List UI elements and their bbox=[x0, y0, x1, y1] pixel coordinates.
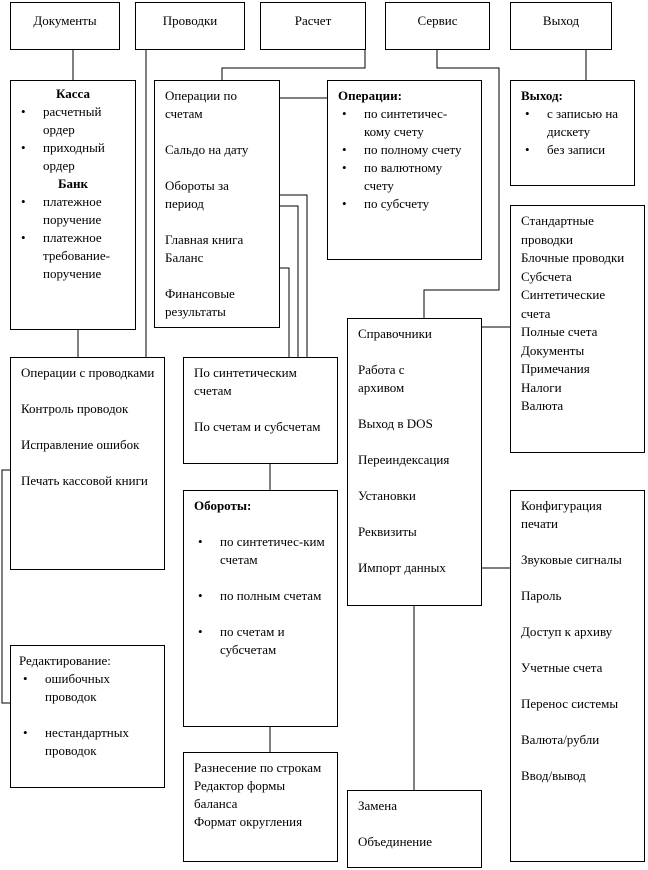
replace-item: Объединение bbox=[358, 834, 432, 849]
calc-item: Операции по счетам bbox=[165, 88, 237, 121]
menu-documents-label: Документы bbox=[33, 13, 97, 28]
kassa-item: • приходный ордер bbox=[17, 139, 129, 175]
bank-item: • платежное поручение bbox=[17, 193, 129, 229]
kassa-item: • расчетный ордер bbox=[17, 103, 129, 139]
operations-item: • по валютному счету bbox=[338, 159, 473, 195]
service-item: Установки bbox=[358, 488, 416, 503]
menu-exit-label: Выход bbox=[542, 13, 580, 28]
menu-postings[interactable] bbox=[135, 2, 245, 50]
calc-item: Главная книга Баланс bbox=[165, 232, 244, 265]
menu-exit[interactable] bbox=[510, 2, 612, 50]
config-item: Пароль bbox=[521, 588, 562, 603]
exit-item: • без записи bbox=[521, 141, 626, 159]
calc-item: Сальдо на дату bbox=[165, 142, 249, 157]
menu-postings-label: Проводки bbox=[162, 13, 218, 28]
postings-item: Исправление ошибок bbox=[21, 437, 140, 452]
ref-box bbox=[510, 205, 645, 453]
ref-item: Налоги bbox=[521, 379, 562, 395]
synth-item: По синтетическим счетам bbox=[194, 365, 297, 398]
config-item: Доступ к архиву bbox=[521, 624, 613, 639]
turnover-item: • по синтетичес-ким счетам bbox=[194, 533, 329, 569]
operations-item: • по полному счету bbox=[338, 141, 473, 159]
ref-item: Синтетические счета bbox=[521, 287, 606, 321]
menu-service-label: Сервис bbox=[417, 13, 458, 28]
kassa-title: Касса bbox=[56, 86, 90, 101]
menu-calc-label: Расчет bbox=[294, 13, 332, 28]
operations-item: • по синтетичес-кому счету bbox=[338, 105, 473, 141]
turnover-title: Обороты: bbox=[194, 498, 252, 513]
postings-item: Операции с проводками bbox=[21, 365, 155, 380]
ref-item: Валюта bbox=[521, 398, 564, 413]
replace-item: Замена bbox=[358, 798, 398, 813]
ref-item: Стандартные проводки bbox=[521, 213, 594, 247]
menu-documents[interactable] bbox=[10, 2, 120, 50]
operations-box bbox=[327, 80, 482, 260]
operations-title: Операции: bbox=[338, 88, 402, 103]
edit-item: • нестандартных проводок bbox=[19, 724, 156, 760]
config-item: Перенос системы bbox=[521, 696, 619, 711]
menu-service[interactable] bbox=[385, 2, 490, 50]
ref-item: Документы bbox=[521, 342, 585, 358]
config-item: Звуковые сигналы bbox=[521, 552, 622, 567]
service-item: Переиндексация bbox=[358, 452, 450, 467]
service-item: Реквизиты bbox=[358, 524, 417, 539]
synth-item: По счетам и субсчетам bbox=[194, 419, 321, 434]
balance-box bbox=[183, 752, 338, 862]
exit-title: Выход: bbox=[521, 88, 563, 103]
postings-item: Печать кассовой книги bbox=[21, 473, 148, 488]
bank-item: • платежное требование-поручение bbox=[17, 229, 129, 283]
config-item: Ввод/вывод bbox=[521, 768, 586, 783]
edit-title: Редактирование: bbox=[19, 653, 111, 668]
service-item: Выход в DOS bbox=[358, 416, 433, 431]
turnover-item: • по счетам и субсчетам bbox=[194, 623, 329, 659]
config-item: Учетные счета bbox=[521, 660, 603, 675]
balance-item: Разнесение по строкам bbox=[194, 760, 322, 775]
ref-item: Субсчета bbox=[521, 268, 572, 284]
edit-item: • ошибочных проводок bbox=[19, 670, 156, 706]
config-item: Конфигурация печати bbox=[521, 498, 602, 531]
edit-box bbox=[10, 645, 165, 788]
postings-item: Контроль проводок bbox=[21, 401, 129, 416]
ref-item: Полные счета bbox=[521, 324, 598, 339]
postings-box bbox=[10, 357, 165, 570]
service-box bbox=[347, 318, 482, 606]
config-box bbox=[510, 490, 645, 862]
config-item: Валюта/рубли bbox=[521, 732, 600, 747]
service-item: Импорт данных bbox=[358, 560, 446, 575]
replace-box bbox=[347, 790, 482, 868]
calc-item: Обороты за период bbox=[165, 178, 229, 211]
service-item: Справочники bbox=[358, 326, 432, 341]
turnover-item: • по полным счетам bbox=[194, 587, 329, 605]
balance-item: Формат округления bbox=[194, 814, 303, 829]
balance-item: Редактор формы баланса bbox=[194, 778, 286, 811]
kassa-bank-box bbox=[10, 80, 136, 330]
exit-box bbox=[510, 80, 635, 186]
turnover-box bbox=[183, 490, 338, 727]
ref-item: Блочные проводки bbox=[521, 250, 625, 265]
bank-title: Банк bbox=[57, 176, 89, 191]
ref-item: Примечания bbox=[521, 361, 590, 376]
exit-item: • с записью на дискету bbox=[521, 105, 626, 141]
calc-box bbox=[154, 80, 280, 328]
operations-item: • по субсчету bbox=[338, 195, 473, 213]
menu-calc[interactable] bbox=[260, 2, 366, 50]
calc-item: Финансовые результаты bbox=[165, 286, 235, 319]
service-item: Работа с архивом bbox=[358, 362, 405, 395]
synth-box bbox=[183, 357, 338, 464]
